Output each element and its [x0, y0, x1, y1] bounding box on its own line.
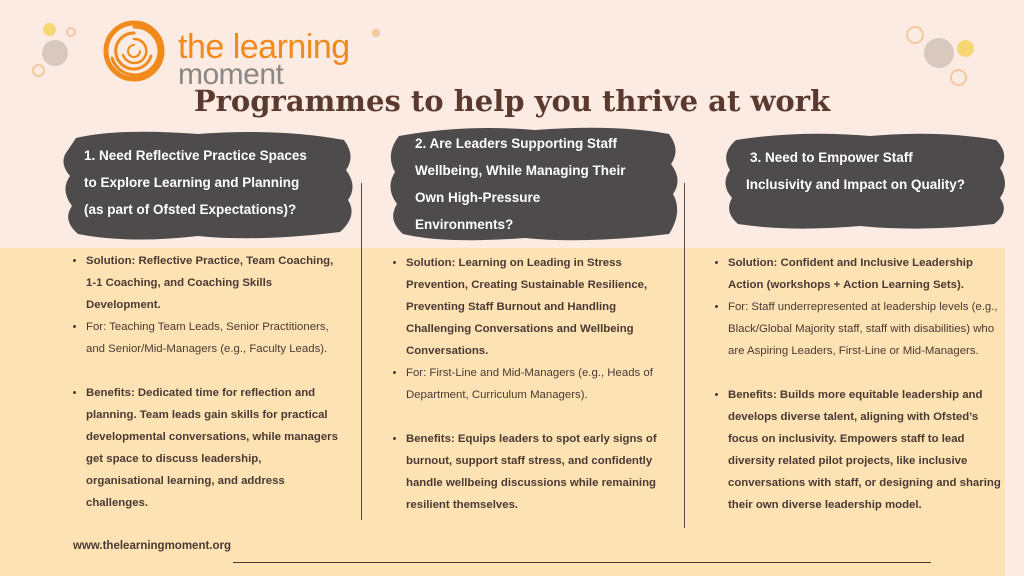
column-2-header-line: Wellbeing, While Managing Their	[415, 163, 626, 178]
solution-item: • Solution: Learning on Leading in Stress Prevention, Creating Sustainable Resilience, Preventing Staff Burnout and Handling Challenging Conversations and Wellbeing Conversations.	[406, 252, 672, 362]
solution-item: • Solution: Confident and Inclusive Leadership Action (workshops + Action Learning Sets).	[728, 252, 1004, 296]
swirl-logo-icon	[100, 18, 170, 84]
audience-item: • For: Staff underrepresented at leadership levels (e.g., Black/Global Majority staff, staff with disabilities) who are Aspiring Leaders, First-Line or Mid-Managers.	[728, 296, 1004, 362]
column-2-body	[390, 252, 672, 516]
column-3-body	[712, 252, 1004, 516]
page-title: Programmes to help you thrive at work	[193, 84, 831, 118]
column-2-header-line: Own High-Pressure	[415, 190, 541, 205]
column-1-header-line: (as part of Ofsted Expectations)?	[84, 202, 297, 217]
decor-dot-icon	[924, 38, 954, 68]
column-1-header	[58, 126, 358, 244]
column-1-header-line: to Explore Learning and Planning	[84, 175, 300, 190]
column-3-header-line: Inclusivity and Impact on Quality?	[746, 177, 966, 192]
brand-name-line1: the learning	[178, 28, 350, 66]
footer-rule	[233, 562, 931, 563]
registered-mark: ®	[372, 28, 381, 40]
column-divider	[361, 183, 362, 520]
decor-dot-icon	[957, 40, 974, 57]
brand-logo[interactable]	[100, 18, 400, 91]
column-1-body	[70, 250, 340, 514]
benefits-item: • Benefits: Equips leaders to spot early signs of burnout, support staff stress, and confidently handle wellbeing discussions while remaining resilient themselves.	[406, 428, 672, 516]
column-2-header-line: 2. Are Leaders Supporting Staff	[415, 136, 618, 151]
column-2-header	[385, 122, 683, 244]
brand-name-line2: moment	[178, 58, 284, 91]
decor-dot-icon	[66, 27, 76, 37]
decor-dot-icon	[43, 23, 56, 36]
column-2-header-line: Environments?	[415, 217, 514, 232]
solution-item: • Solution: Reflective Practice, Team Coaching, 1-1 Coaching, and Coaching Skills Development.	[86, 250, 340, 316]
decor-dot-icon	[32, 64, 45, 77]
website-link[interactable]: www.thelearningmoment.org	[73, 540, 232, 552]
column-1-header-line: 1. Need Reflective Practice Spaces	[84, 148, 307, 163]
audience-item: • For: First-Line and Mid-Managers (e.g., Heads of Department, Curriculum Managers).	[406, 362, 672, 406]
column-3-header-line: 3. Need to Empower Staff	[750, 150, 913, 165]
decor-dot-icon	[906, 26, 924, 44]
column-divider	[684, 183, 685, 528]
decor-dot-icon	[42, 40, 68, 66]
benefits-item: • Benefits: Builds more equitable leadership and develops diverse talent, aligning with Ofsted’s focus on inclusivity. Empowers staff to lead diversity related pilot projects, like inclusive conversations with staff, or designing and sharing their own diverse leadership model.	[728, 384, 1004, 516]
column-3-header	[720, 128, 1010, 230]
benefits-item: • Benefits: Dedicated time for reflection and planning. Team leads gain skills for practical developmental conversations, while managers get space to discuss leadership, organisational learning, and address challenges.	[86, 382, 340, 514]
audience-item: • For: Teaching Team Leads, Senior Practitioners, and Senior/Mid-Managers (e.g., Faculty Leads).	[86, 316, 340, 360]
